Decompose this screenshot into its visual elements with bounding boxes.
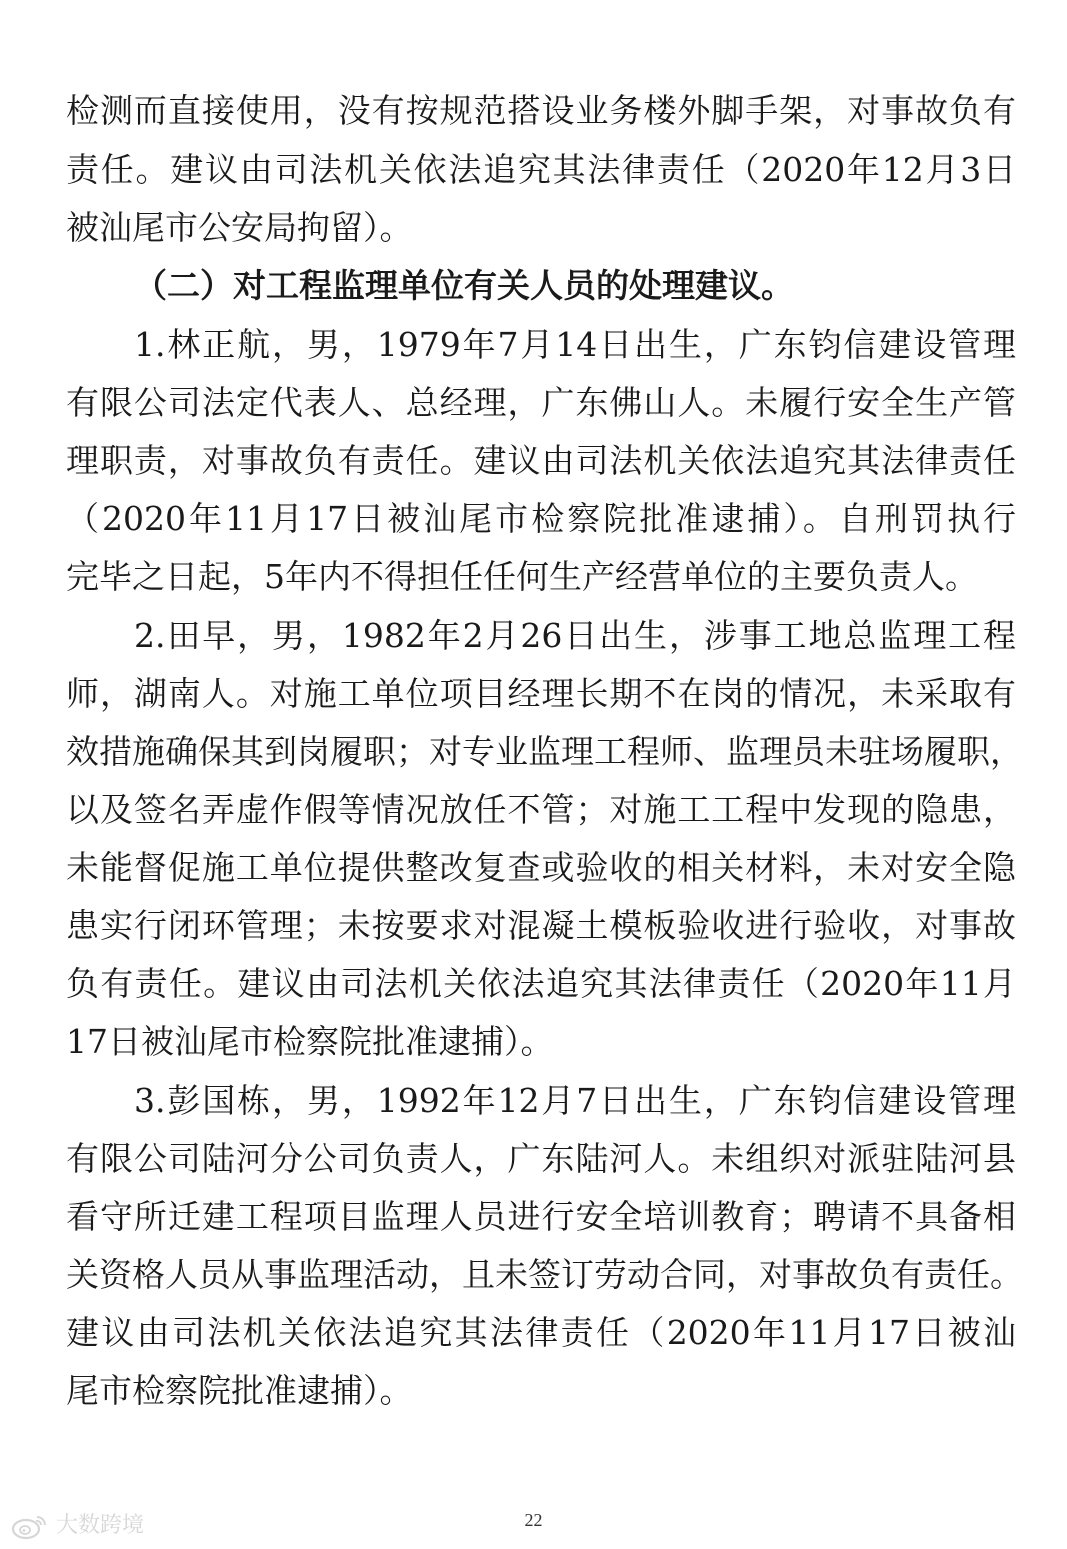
text-line: 关资格人员从事监理活动，且未签订劳动合同，对事故负有责任。 — [66, 1255, 1023, 1294]
text-line: 3.彭国栋，男，1992年12月7日出生，广东钧信建设管理 — [134, 1081, 1016, 1120]
text-line: 责任。建议由司法机关依法追究其法律责任（2020年12月3日 — [66, 150, 1016, 189]
section-heading: （二）对工程监理单位有关人员的处理建议。 — [134, 266, 794, 305]
text-line: 17日被汕尾市检察院批准逮捕）。 — [66, 1022, 554, 1061]
text-line: 检测而直接使用，没有按规范搭设业务楼外脚手架，对事故负有 — [66, 91, 1016, 130]
text-line: 完毕之日起，5年内不得担任任何生产经营单位的主要负责人。 — [66, 557, 978, 596]
page-number: 22 — [524, 1510, 543, 1530]
text-line: 有限公司陆河分公司负责人，广东陆河人。未组织对派驻陆河县 — [66, 1139, 1016, 1178]
text-line: 师，湖南人。对施工单位项目经理长期不在岗的情况，未采取有 — [66, 674, 1016, 713]
text-line: 有限公司法定代表人、总经理，广东佛山人。未履行安全生产管 — [66, 383, 1016, 422]
text-line: 患实行闭环管理；未按要求对混凝土模板验收进行验收，对事故 — [66, 906, 1016, 945]
text-line: 以及签名弄虚作假等情况放任不管；对施工工程中发现的隐患， — [66, 790, 1016, 829]
text-line: 看守所迁建工程项目监理人员进行安全培训教育；聘请不具备相 — [66, 1197, 1016, 1236]
watermark-text: 大数跨境 — [56, 1513, 145, 1538]
text-line: 理职责，对事故负有责任。建议由司法机关依法追究其法律责任 — [66, 441, 1016, 480]
text-line: 1.林正航，男，1979年7月14日出生，广东钧信建设管理 — [134, 325, 1016, 364]
text-line: 2.田早，男，1982年2月26日出生，涉事工地总监理工程 — [134, 616, 1016, 655]
text-line: 建议由司法机关依法追究其法律责任（2020年11月17日被汕 — [66, 1313, 1016, 1352]
weibo-logo-icon — [10, 1512, 50, 1540]
text-line: 负有责任。建议由司法机关依法追究其法律责任（2020年11月 — [66, 964, 1016, 1003]
text-line: 尾市检察院批准逮捕）。 — [66, 1371, 413, 1410]
text-line: 效措施确保其到岗履职；对专业监理工程师、监理员未驻场履职， — [66, 732, 1023, 771]
text-line: 未能督促施工单位提供整改复查或验收的相关材料，未对安全隐 — [66, 848, 1016, 887]
text-line: 被汕尾市公安局拘留）。 — [66, 208, 413, 247]
text-line: （2020年11月17日被汕尾市检察院批准逮捕）。自刑罚执行 — [66, 499, 1016, 538]
watermark — [10, 1511, 144, 1541]
